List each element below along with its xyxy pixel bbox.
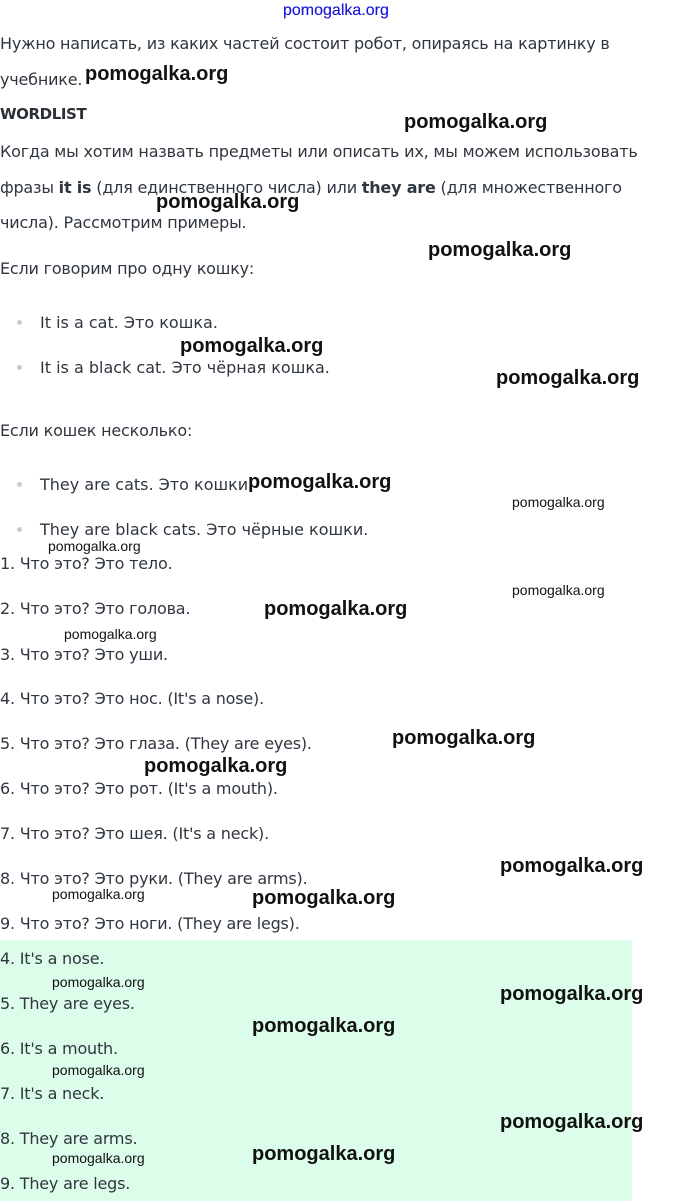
paragraph-line-3: числа). Рассмотрим примеры. — [0, 213, 247, 232]
answer-line: 8. They are arms. — [0, 1129, 138, 1148]
paragraph-line-2e: (для множественного — [435, 178, 622, 197]
watermark: pomogalka.org — [156, 191, 300, 213]
watermark: pomogalka.org — [428, 239, 572, 261]
watermark: pomogalka.org — [252, 1143, 396, 1165]
question-line: 3. Что это? Это уши. — [0, 645, 168, 664]
watermark: pomogalka.org — [496, 367, 640, 389]
watermark: pomogalka.org — [52, 974, 145, 990]
it-is-phrase: it is — [58, 178, 92, 197]
question-line: 4. Что это? Это нос. (It's a nose). — [0, 689, 264, 708]
watermark: pomogalka.org — [144, 755, 288, 777]
watermark: pomogalka.org — [500, 855, 644, 877]
watermark: pomogalka.org — [500, 1111, 644, 1133]
question-line: 7. Что это? Это шея. (It's a neck). — [0, 824, 269, 843]
question-line: 5. Что это? Это глаза. (They are eyes). — [0, 734, 312, 753]
question-line: 1. Что это? Это тело. — [0, 554, 173, 573]
watermark: pomogalka.org — [252, 1015, 396, 1037]
watermark: pomogalka.org — [52, 1062, 145, 1078]
paragraph-line-1: Когда мы хотим назвать предметы или описать их, мы можем использовать — [0, 142, 638, 161]
watermark: pomogalka.org — [52, 1150, 145, 1166]
bullet-dot-icon — [17, 320, 22, 325]
bullet-dot-icon — [17, 365, 22, 370]
question-line: 2. Что это? Это голова. — [0, 599, 191, 618]
list-item-text: They are cats. Это кошки. — [40, 475, 254, 494]
watermark: pomogalka.org — [512, 582, 605, 598]
intro-line-1: Нужно написать, из каких частей состоит робот, опираясь на картинку в — [0, 34, 610, 53]
watermark-top: pomogalka.org — [283, 2, 389, 19]
question-line: 6. Что это? Это рот. (It's a mouth). — [0, 779, 278, 798]
watermark: pomogalka.org — [404, 111, 548, 133]
watermark: pomogalka.org — [252, 887, 396, 909]
list-item-text: They are black cats. Это чёрные кошки. — [40, 520, 369, 539]
watermark: pomogalka.org — [248, 471, 392, 493]
question-line: 8. Что это? Это руки. (They are arms). — [0, 869, 308, 888]
watermark: pomogalka.org — [52, 886, 145, 902]
answer-line: 9. They are legs. — [0, 1174, 131, 1193]
bullet-dot-icon — [17, 482, 22, 487]
list-item-text: It is a cat. Это кошка. — [40, 313, 218, 332]
paragraph-line-2a: фразы — [0, 178, 59, 197]
question-line: 9. Что это? Это ноги. (They are legs). — [0, 914, 300, 933]
watermark: pomogalka.org — [85, 63, 229, 85]
answer-line: 4. It's a nose. — [0, 949, 105, 968]
one-cat-lead: Если говорим про одну кошку: — [0, 259, 255, 278]
watermark: pomogalka.org — [500, 983, 644, 1005]
they-are-phrase: they are — [361, 178, 436, 197]
paragraph-line-2c: (для единственного числа) или — [91, 178, 362, 197]
watermark: pomogalka.org — [64, 626, 157, 642]
intro-line-2: учебнике. — [0, 70, 83, 89]
paragraph-line-2 — [0, 178, 622, 197]
watermark: pomogalka.org — [48, 538, 141, 554]
watermark: pomogalka.org — [512, 494, 605, 510]
answer-line: 6. It's a mouth. — [0, 1039, 118, 1058]
many-cats-lead: Если кошек несколько: — [0, 421, 193, 440]
watermark: pomogalka.org — [264, 598, 408, 620]
wordlist-heading: WORDLIST — [0, 105, 87, 123]
answer-line: 7. It's a neck. — [0, 1084, 105, 1103]
answer-line: 5. They are eyes. — [0, 994, 135, 1013]
watermark: pomogalka.org — [180, 335, 324, 357]
watermark: pomogalka.org — [392, 727, 536, 749]
list-item-text: It is a black cat. Это чёрная кошка. — [40, 358, 330, 377]
bullet-dot-icon — [17, 527, 22, 532]
